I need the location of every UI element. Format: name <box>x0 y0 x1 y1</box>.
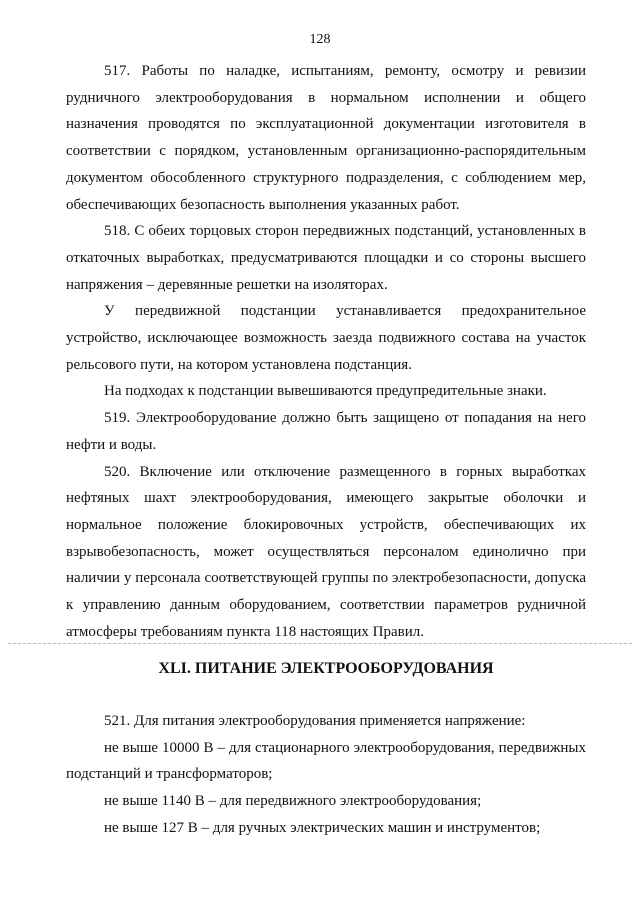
paragraph-518: 518. С обеих торцовых сторон передвижных подстанций, установленных в откаточных выработках, предусматриваются площадки и со стороны высшего напряжения – деревянные решетки на изоляторах. <box>66 223 586 293</box>
section-heading: XLI. ПИТАНИЕ ЭЛЕКТРООБОРУДОВАНИЯ <box>158 660 494 677</box>
paragraph-517: 517. Работы по наладке, испытаниям, ремонту, осмотру и ревизии рудничного электрооборудования в нормальном исполнении и общего назначения проводятся по эксплуатационной документации изготовителя в соответствии с порядком, установленным организационно-распорядительным документом обособленного структурного подразделения, с соблюдением мер, обеспечивающих безопасность выполнения указанных работ. <box>66 63 586 213</box>
paragraph-518-safety-device: У передвижной подстанции устанавливается предохранительное устройство, исключающее возможность заезда подвижного состава на участок рельсового пути, на котором установлена подстанция. <box>66 303 586 373</box>
paragraph-518-warning-signs: На подходах к подстанции вывешиваются предупредительные знаки. <box>104 383 547 400</box>
section-xli <box>66 656 586 842</box>
voltage-item-10000v: не выше 10000 В – для стационарного электрооборудования, передвижных подстанций и трансформаторов; <box>66 739 586 783</box>
paragraph-520: 520. Включение или отключение размещенного в горных выработках нефтяных шахт электрооборудования, имеющего закрытые оболочки и нормальное положение блокировочных устройств, обеспечивающих их взрывобезопасность, может осуществляться персоналом единолично при наличии у персонала соответствующей группы по электробезопасности, допуска к управлению данным оборудованием, соответствии параметров рудничной атмосферы требованиям пункта 118 настоящих Правил. <box>66 463 586 640</box>
voltage-item-1140v: не выше 1140 В – для передвижного электрооборудования; <box>104 793 482 810</box>
paragraph-521: 521. Для питания электрооборудования применяется напряжение: <box>104 713 526 729</box>
section-body <box>66 708 586 842</box>
document-body <box>66 58 586 645</box>
page-number: 128 <box>309 32 331 47</box>
scan-divider-line <box>8 643 632 644</box>
voltage-item-127v: не выше 127 В – для ручных электрических машин и инструментов; <box>104 819 541 836</box>
paragraph-519: 519. Электрооборудование должно быть защищено от попадания на него нефти и воды. <box>66 410 586 453</box>
